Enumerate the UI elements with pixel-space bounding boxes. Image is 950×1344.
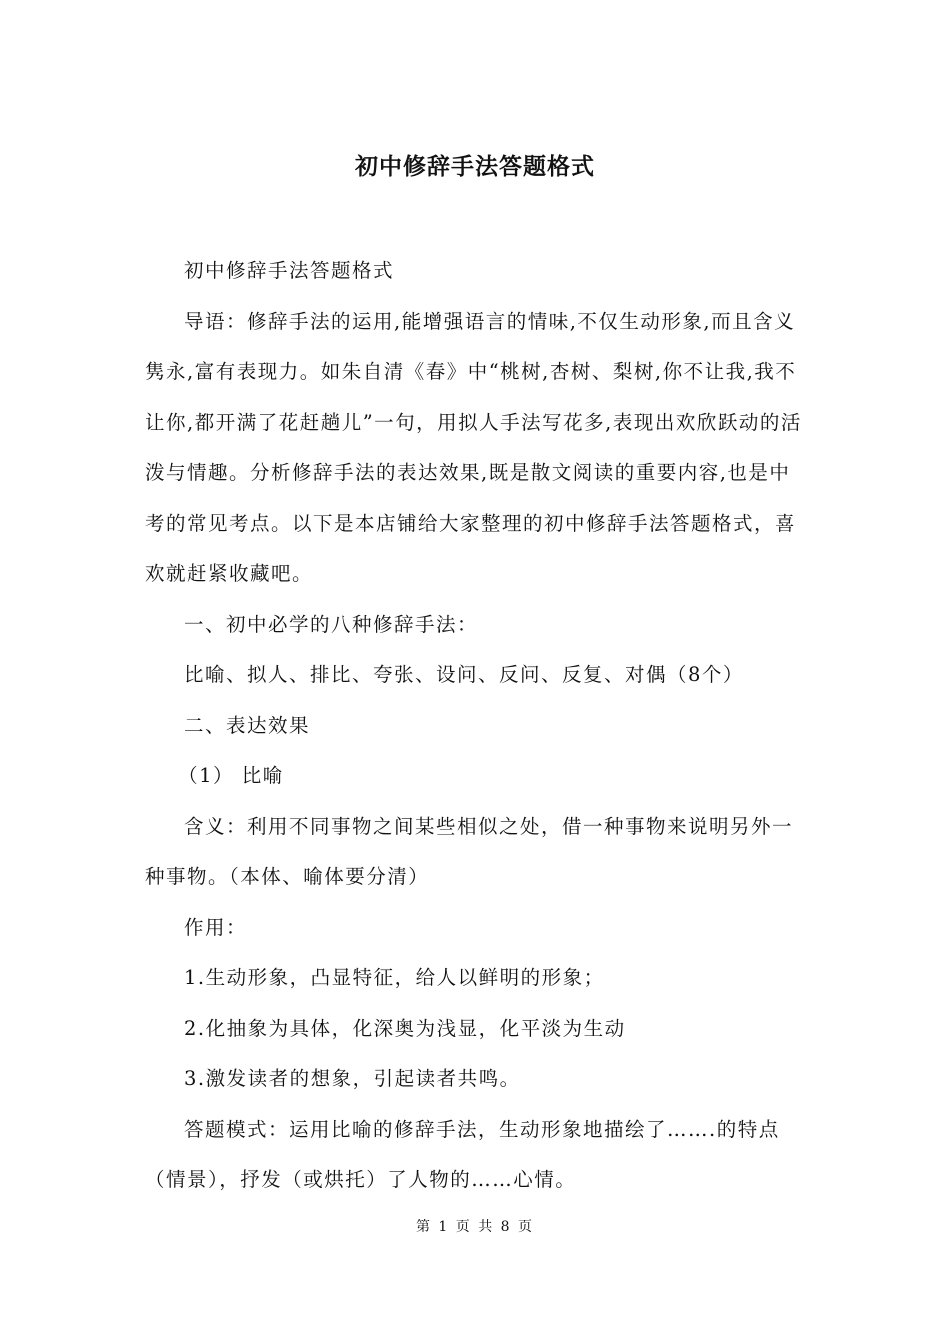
list-item: 3.激发读者的想象，引起读者共鸣。 xyxy=(184,1067,521,1090)
paragraph-definition: 含义：利用不同事物之间某些相似之处，借一种事物来说明另外一种事物。（本体、喻体要分清） xyxy=(145,814,794,888)
paragraph-answer-template: 答题模式：运用比喻的修辞手法，生动形象地描绘了…….的特点（情景），抒发（或烘托）了人物的……心情。 xyxy=(145,1117,780,1191)
list-item: 1.生动形象，凸显特征，给人以鲜明的形象； xyxy=(184,966,605,989)
page-footer: 第 1 页 共 8 页 xyxy=(415,1219,535,1235)
list-item: 2.化抽象为具体，化深奥为浅显，化平淡为生动 xyxy=(184,1016,626,1040)
document-title: 初中修辞手法答题格式 xyxy=(355,153,595,180)
paragraph-heading: 初中修辞手法答题格式 xyxy=(184,259,395,282)
document-body xyxy=(145,246,809,1206)
paragraph-function-label: 作用： xyxy=(184,915,248,939)
subheading-metaphor: （1） 比喻 xyxy=(178,764,284,787)
section-heading-effects: 二、表达效果 xyxy=(184,713,311,737)
paragraph-intro: 导语：修辞手法的运用,能增强语言的情味,不仅生动形象,而且含义隽永,富有表现力。如朱自清《春》中“桃树,杏树、梨树,你不让我,我不让你,都开满了花赶趟儿”一句，用拟人手法写花多,表现出欢欣跃动的活泼与情趣。分析修辞手法的表达效果,既是散文阅读的重要内容,也是中考的常见考点。以下是本店铺给大家整理的初中修辞手法答题格式，喜欢就赶紧收藏吧。 xyxy=(145,309,802,585)
paragraph-technique-list: 比喻、拟人、排比、夸张、设问、反问、反复、对偶（8个） xyxy=(184,663,744,686)
section-heading-techniques: 一、初中必学的八种修辞手法： xyxy=(184,612,479,636)
